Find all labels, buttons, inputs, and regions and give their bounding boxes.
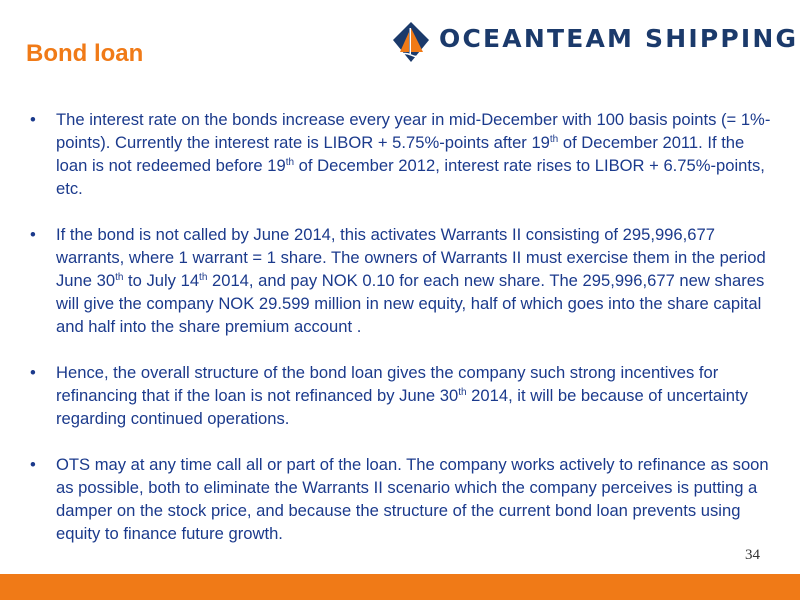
company-logo bbox=[393, 22, 799, 62]
bullet-warrants: • If the bond is not called by June 2014, this activates Warrants II consisting of 295,996,677 warrants, where 1 warrant = 1 share. The owners of Warrants II must exercise them in the period June 30th to July 14th 2014, and pay NOK 0.10 for each new share. The 295,996,677 new shares will give the company NOK 29.599 million in new equity, half of which goes into the share capital and half into the share premium account . bbox=[30, 223, 780, 338]
bullet-call-loan: • OTS may at any time call all or part of the loan. The company works actively to refinance as soon as possible, both to eliminate the Warrants II scenario which the company perceives is putting a damper on the stock price, and because the structure of the current bond loan prevents using equity to finance future growth. bbox=[30, 453, 780, 545]
bullet-refinancing-incentives: • Hence, the overall structure of the bond loan gives the company such strong incentives for refinancing that if the loan is not refinanced by June 30th 2014, it will be because of uncertainty regarding continued operations. bbox=[30, 361, 780, 430]
page-number: 34 bbox=[745, 547, 760, 563]
footer-bar bbox=[0, 574, 800, 600]
bullet-interest-rate: • The interest rate on the bonds increase every year in mid-December with 100 basis points (= 1%-points). Currently the interest rate is LIBOR + 5.75%-points after 19th of December 2011. If the loan is not redeemed before 19th of December 2012, interest rate rises to LIBOR + 6.75%-points, etc. bbox=[30, 108, 780, 200]
logo-text: OCEANTEAM SHIPPING bbox=[439, 24, 799, 53]
sailboat-logo-icon bbox=[393, 22, 429, 62]
bullet-list bbox=[30, 108, 780, 568]
slide-title: Bond loan bbox=[26, 40, 144, 67]
